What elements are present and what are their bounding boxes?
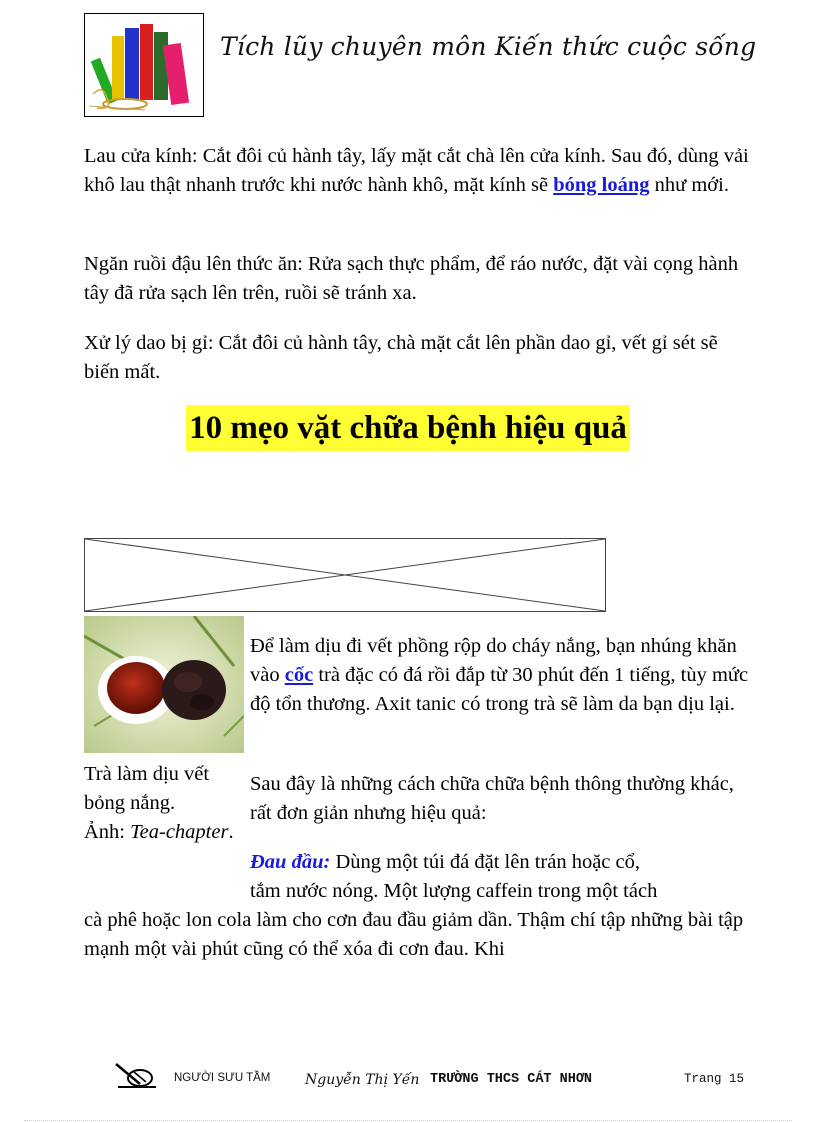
tip-flies: Ngăn ruồi đậu lên thức ăn: Rửa sạch thực phẩm, để ráo nước, đặt vài cọng hành tây đã rửa sạch lên trên, ruồi sẽ tránh xa. — [84, 253, 739, 304]
books-logo — [84, 13, 204, 117]
photo-credit: Tea-chapter — [130, 821, 229, 843]
broken-image-placeholder — [84, 538, 606, 612]
footer-logo — [112, 1060, 158, 1094]
header-title: Tích lũy chuyên môn Kiến thức cuộc sống — [220, 32, 757, 61]
footer-collector-label: NGƯỜI SƯU TẦM — [174, 1072, 271, 1084]
tip-rusty-knife: Xử lý dao bị gỉ: Cắt đôi củ hành tây, chà mặt cắt lên phần dao gỉ, vết gỉ sét sẽ biến mất. — [84, 332, 718, 383]
article-paragraph-intro: Sau đây là những cách chữa chữa bệnh thông thường khác, rất đơn giản nhưng hiệu quả: — [250, 773, 734, 824]
tip-window-cleaning: Lau cửa kính: Cắt đôi củ hành tây, lấy mặt cắt chà lên cửa kính. Sau đó, dùng vải khô lau thật nhanh trước khi nước hành khô, mặt kính sẽ bóng loáng như mới. — [84, 145, 749, 196]
tea-photo — [84, 616, 244, 753]
footer-author: Nguyễn Thị Yến — [305, 1072, 420, 1088]
footer-page-number: Trang 15 — [684, 1072, 745, 1086]
image-placeholder-icon — [85, 539, 605, 611]
footer-school: TRƯỜNG THCS CÁT NHƠN — [430, 1072, 593, 1087]
article-headache-continued: cà phê hoặc lon cola làm cho cơn đau đầu giảm dần. Thậm chí tập những bài tập mạnh một vài phút cũng có thể xóa đi cơn đau. Khi — [84, 909, 744, 960]
cup-link[interactable]: cốc — [284, 664, 314, 686]
tea-cup-icon — [84, 616, 244, 753]
photo-caption: Trà làm dịu vết bỏng nắng. Ảnh: Tea-chapter. — [84, 763, 234, 843]
article-headache-lines: Đau đầu: Dùng một túi đá đặt lên trán hoặc cổ, tắm nước nóng. Một lượng caffein trong một tách — [250, 851, 658, 902]
article-paragraph-sunburn: Để làm dịu đi vết phồng rộp do cháy nắng, bạn nhúng khăn vào cốc trà đặc có đá rồi đắp từ 30 phút đến 1 tiếng, tùy mức độ tổn thương. Axit tanic có trong trà sẽ làm da bạn dịu lại. — [250, 635, 749, 715]
quill-icon — [112, 1060, 158, 1090]
shiny-link[interactable]: bóng loáng — [553, 174, 650, 196]
books-icon — [85, 14, 203, 116]
headache-term: Đau đầu: — [250, 851, 331, 873]
section-headline: 10 mẹo vặt chữa bệnh hiệu quả — [186, 405, 630, 451]
page-bottom-border — [24, 1120, 792, 1121]
